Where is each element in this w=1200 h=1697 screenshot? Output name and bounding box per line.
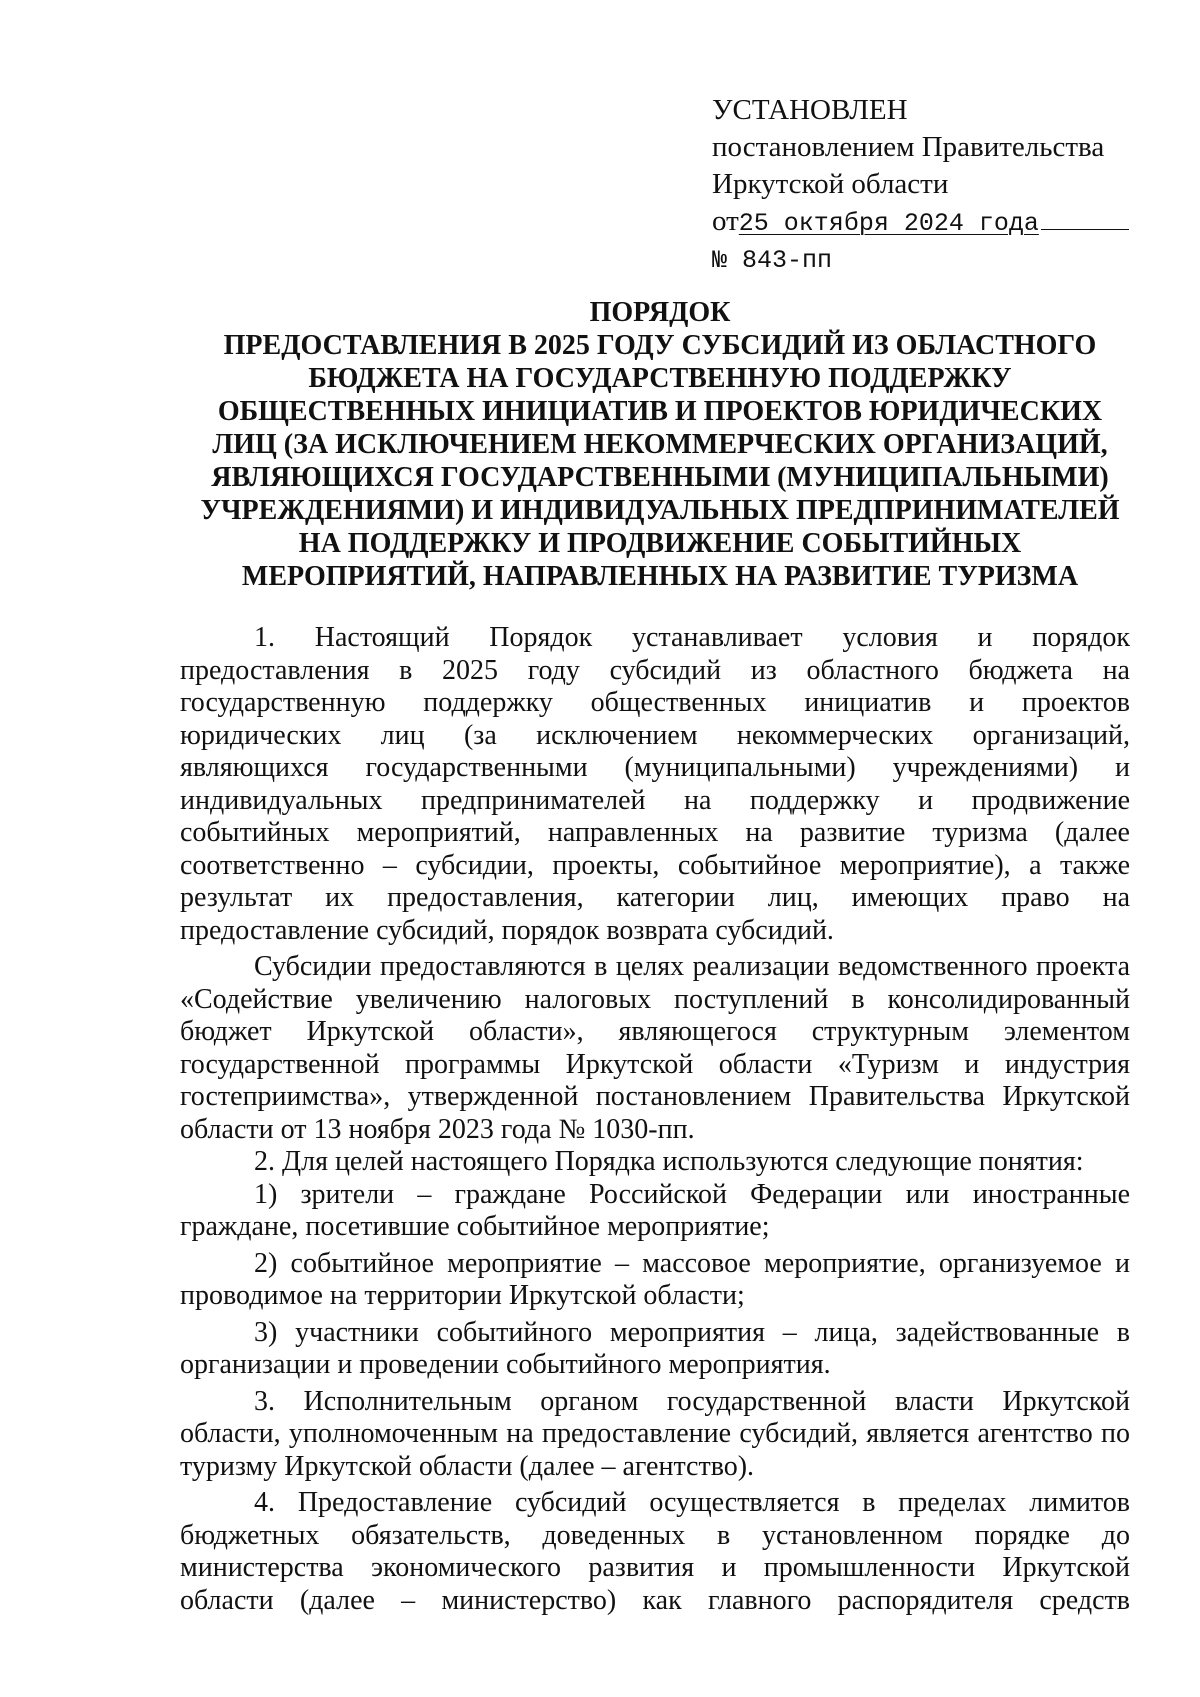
text-line: проводимое на территории Иркутской области; [180, 1280, 745, 1311]
approval-date-line [712, 203, 1132, 242]
text-line: индивидуальных предпринимателей на поддержку и продвижение [180, 784, 1130, 816]
text-line: являющихся государственными (муниципальными) учреждениями) и [180, 752, 1130, 783]
text-line: Субсидии предоставляются в целях реализации ведомственного проекта [254, 951, 1130, 982]
text-line: 3) участники событийного мероприятия – лица, задействованные в [254, 1316, 1130, 1348]
approval-line-1: постановлением Правительства [712, 131, 1105, 163]
approval-number: № 843-пп [712, 246, 833, 275]
text-line: предоставление субсидий, порядок возврата субсидий. [180, 914, 834, 946]
title-line: ЛИЦ (ЗА ИСКЛЮЧЕНИЕМ НЕКОММЕРЧЕСКИХ ОРГАНИЗАЦИЙ, [212, 429, 1108, 460]
text-line: бюджет Иркутской области», являющегося структурным элементом [180, 1016, 1130, 1047]
title-line: ПОРЯДОК [589, 297, 731, 328]
text-line: 2) событийное мероприятие – массовое мероприятие, организуемое и [254, 1247, 1130, 1279]
document-body [180, 622, 1130, 1617]
text-line: соответственно – субсидии, проекты, событийное мероприятие), а также [180, 849, 1130, 881]
document-title [180, 296, 1140, 593]
title-line: УЧРЕЖДЕНИЯМИ) И ИНДИВИДУАЛЬНЫХ ПРЕДПРИНИМАТЕЛЕЙ [200, 495, 1120, 526]
text-line: 3. Исполнительным органом государственной власти Иркутской [254, 1385, 1130, 1417]
text-line: области, уполномоченным на предоставление субсидий, является агентство по [180, 1418, 1130, 1449]
text-line: 4. Предоставление субсидий осуществляется в пределах лимитов [254, 1487, 1130, 1518]
approval-date-value: 25 октября 2024 года [738, 209, 1039, 238]
text-line: событийных мероприятий, направленных на развитие туризма (далее [180, 817, 1130, 848]
title-line: БЮДЖЕТА НА ГОСУДАРСТВЕННУЮ ПОДДЕРЖКУ [308, 363, 1012, 394]
paragraph-2 [180, 951, 1130, 1146]
title-line: ОБЩЕСТВЕННЫХ ИНИЦИАТИВ И ПРОЕКТОВ ЮРИДИЧЕСКИХ [217, 396, 1103, 427]
text-line: области от 13 ноября 2023 года № 1030-пп. [180, 1113, 695, 1145]
title-line: ЯВЛЯЮЩИХСЯ ГОСУДАРСТВЕННЫМИ (МУНИЦИПАЛЬНЫМИ) [211, 462, 1109, 493]
paragraph-4 [180, 1179, 1130, 1244]
text-line: государственной программы Иркутской области «Туризм и индустрия [180, 1048, 1130, 1080]
text-line: министерства экономического развития и промышленности Иркутской [180, 1552, 1130, 1583]
text-line: туризму Иркутской области (далее – агентство). [180, 1450, 755, 1482]
text-line: гостеприимства», утвержденной постановлением Правительства Иркутской [180, 1081, 1130, 1112]
text-line: юридических лиц (за исключением некоммерческих организаций, [180, 719, 1130, 751]
text-line: граждане, посетившие событийное мероприятие; [180, 1211, 770, 1242]
paragraph-7 [180, 1386, 1130, 1484]
text-line: 1. Настоящий Порядок устанавливает условия и порядок [254, 622, 1130, 653]
paragraph-1 [180, 622, 1130, 947]
date-underline-blank [1041, 228, 1129, 230]
text-line: «Содействие увеличению налоговых поступлений в консолидированный [180, 983, 1130, 1015]
paragraph-8 [180, 1487, 1130, 1617]
text-line: результат их предоставления, категории лиц, имеющих право на [180, 882, 1130, 913]
text-line: бюджетных обязательств, доведенных в установленном порядке до [180, 1519, 1130, 1551]
text-line: 2. Для целей настоящего Порядка используются следующие понятия: [254, 1146, 1084, 1177]
approval-stamp-block [712, 92, 1132, 279]
title-line: МЕРОПРИЯТИЙ, НАПРАВЛЕННЫХ НА РАЗВИТИЕ ТУРИЗМА [241, 561, 1079, 592]
text-line: 1) зрители – граждане Российской Федерации или иностранные [254, 1178, 1130, 1210]
text-line: государственную поддержку общественных инициатив и проектов [180, 687, 1130, 718]
approval-heading: УСТАНОВЛЕН [712, 94, 908, 126]
text-line: предоставления в 2025 году субсидий из областного бюджета на [180, 654, 1130, 686]
paragraph-5 [180, 1248, 1130, 1313]
approval-date-prefix: от [712, 205, 739, 237]
approval-line-2: Иркутской области [712, 168, 949, 200]
text-line: организации и проведении событийного мероприятия. [180, 1349, 831, 1380]
paragraph-3 [180, 1146, 1130, 1179]
title-line: НА ПОДДЕРЖКУ И ПРОДВИЖЕНИЕ СОБЫТИЙНЫХ [298, 528, 1022, 559]
title-line: ПРЕДОСТАВЛЕНИЯ В 2025 ГОДУ СУБСИДИЙ ИЗ ОБЛАСТНОГО [223, 330, 1097, 361]
text-line: области (далее – министерство) как главного распорядителя средств [180, 1584, 1130, 1616]
paragraph-6 [180, 1317, 1130, 1382]
